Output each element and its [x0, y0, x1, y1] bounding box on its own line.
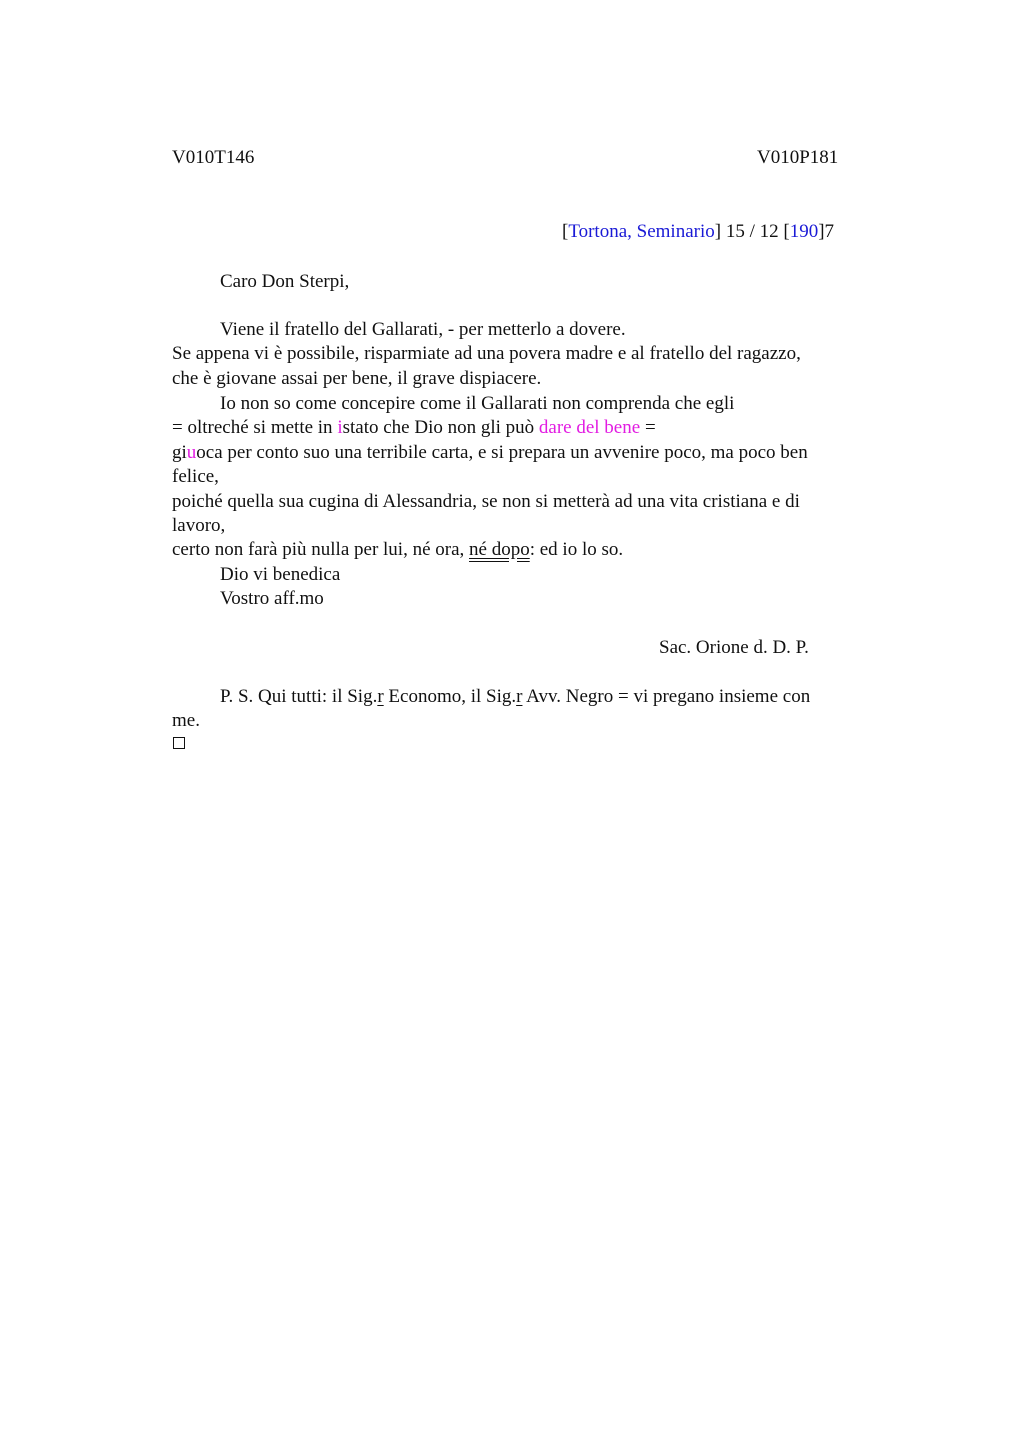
underlined-text: né dopo: [469, 539, 530, 560]
year-suffix: ]7: [818, 221, 835, 242]
blessing: Dio vi benedica: [220, 564, 341, 585]
text: Economo, il Sig.: [383, 686, 517, 707]
body-line-10: [172, 538, 623, 562]
text: : ed io lo so.: [529, 539, 624, 560]
text: Avv. Negro = vi pregano insieme con: [522, 686, 811, 707]
correction: u: [186, 442, 197, 463]
body-line-7: felice,: [172, 466, 219, 487]
body-line-5: [172, 416, 656, 440]
body-line-3: che è giovane assai per bene, il grave dispiacere.: [172, 368, 542, 389]
text: P. S. Qui tutti: il Sig.: [220, 686, 378, 707]
salutation: Caro Don Sterpi,: [220, 271, 350, 292]
signature: Sac. Orione d. D. P.: [659, 637, 809, 658]
date-line: [562, 220, 834, 244]
text: gi: [172, 442, 187, 463]
text: = oltreché si mette in: [172, 417, 338, 438]
body-line-6: [172, 441, 808, 465]
document-code-right: V010P181: [757, 147, 839, 168]
body-line-4: Io non so come concepire come il Gallarati non comprenda che egli: [220, 393, 735, 414]
correction: i: [337, 417, 343, 438]
body-line-8: poiché quella sua cugina di Alessandria, se non si metterà ad una vita cristiana e di: [172, 491, 800, 512]
text: certo non farà più nulla per lui, né ora,: [172, 539, 470, 560]
bracket: [: [562, 221, 569, 242]
body-line-9: lavoro,: [172, 515, 226, 536]
postscript-line-2: me.: [172, 710, 200, 731]
text: stato che Dio non gli può: [342, 417, 539, 438]
text: =: [640, 417, 656, 438]
postscript-line-1: [220, 685, 810, 709]
place: Tortona, Seminario: [568, 221, 715, 242]
abbrev-superscript: r: [516, 686, 523, 707]
checkbox-icon: [173, 737, 185, 749]
body-line-2: Se appena vi è possibile, risparmiate ad una povera madre e al fratello del ragazzo,: [172, 343, 801, 364]
year-prefix: 190: [789, 221, 819, 242]
closing: Vostro aff.mo: [220, 588, 324, 609]
body-line-1: Viene il fratello del Gallarati, - per metterlo a dovere.: [220, 319, 626, 340]
day-month: ] 15 / 12 [: [714, 221, 790, 242]
correction: dare del bene: [538, 417, 641, 438]
abbrev-superscript: r: [377, 686, 384, 707]
document-code-left: V010T146: [172, 147, 255, 168]
text: oca per conto suo una terribile carta, e si prepara un avvenire poco, ma poco ben: [196, 442, 808, 463]
